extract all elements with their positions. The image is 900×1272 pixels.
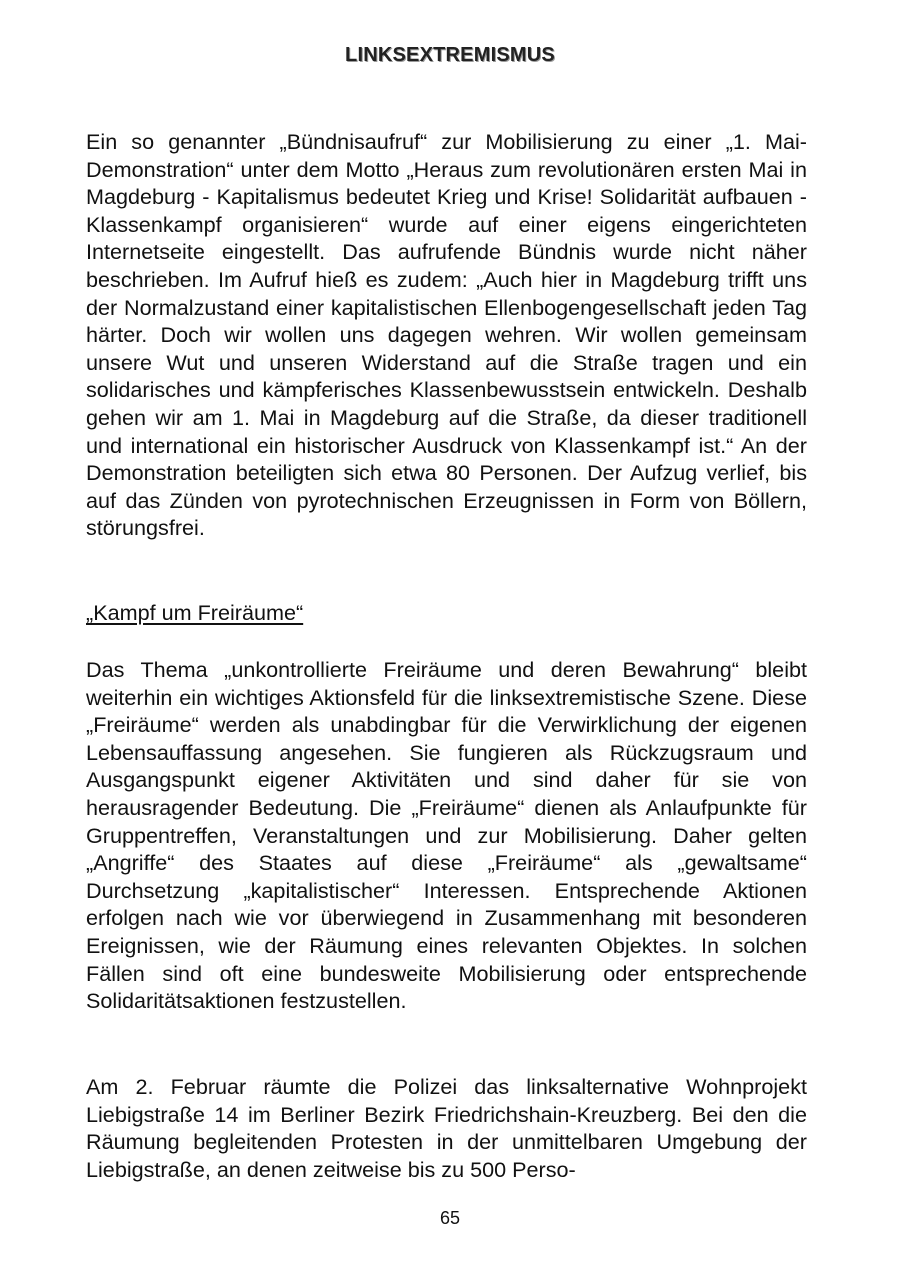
paragraph-1-container	[86, 128, 807, 542]
paragraph-3-container	[86, 1073, 807, 1183]
section-subheading: „Kampf um Freiräume“	[86, 600, 304, 625]
paragraph-1: Ein so genannter „Bündnisaufruf“ zur Mobilisierung zu einer „1. Mai-Demonstration“ unter dem Motto „Heraus zum revolutionären ersten Mai in Magdeburg - Kapitalismus bedeutet Krieg und Krise! Solidarität aufbauen - Klassenkampf organisieren“ wurde auf einer eigens eingerichteten Internetseite eingestellt. Das aufrufende Bündnis wurde nicht näher beschrieben. Im Aufruf hieß es zudem: „Auch hier in Magdeburg trifft uns der Normalzustand einer kapitalistischen Ellenbogengesellschaft jeden Tag härter. Doch wir wollen uns dagegen wehren. Wir wollen gemeinsam unsere Wut und unseren Widerstand auf die Straße tragen und ein solidarisches und kämpferisches Klassenbewusstsein entwickeln. Deshalb gehen wir am 1. Mai in Magdeburg auf die Straße, da dieser traditionell und international ein historischer Ausdruck von Klassenkampf ist.“ An der Demonstration beteiligten sich etwa 80 Personen. Der Aufzug verlief, bis auf das Zünden von pyrotechnischen Erzeugnissen in Form von Böllern, störungsfrei.	[86, 129, 807, 541]
page-number: 65	[439, 1208, 461, 1228]
paragraph-2: Das Thema „unkontrollierte Freiräume und deren Bewahrung“ bleibt weiterhin ein wichtiges Aktionsfeld für die linksextremistische Szene. Diese „Freiräume“ werden als unabdingbar für die Verwirklichung der eigenen Lebensauffassung angesehen. Sie fungieren als Rückzugsraum und Ausgangspunkt eigener Aktivitäten und sind daher für sie von herausragender Bedeutung. Die „Freiräume“ dienen als Anlaufpunkte für Gruppentreffen, Veranstaltungen und zur Mobilisierung. Daher gelten „Angriffe“ des Staates auf diese „Freiräume“ als „gewaltsame“ Durchsetzung „kapitalistischer“ Interessen. Entsprechende Aktionen erfolgen nach wie vor überwiegend in Zusammenhang mit besonderen Ereignissen, wie der Räumung eines relevanten Objektes. In solchen Fällen sind oft eine bundesweite Mobilisierung oder entsprechende Solidaritätsaktionen festzustellen.	[86, 657, 807, 1014]
paragraph-3: Am 2. Februar räumte die Polizei das linksalternative Wohnprojekt Liebigstraße 14 im Berliner Bezirk Friedrichshain-Kreuzberg. Bei den die Räumung begleitenden Protesten in der unmittelbaren Umgebung der Liebigstraße, an denen zeitweise bis zu 500 Perso-	[86, 1074, 807, 1182]
running-header-title: LINKSEXTREMISMUS	[345, 44, 555, 66]
paragraph-2-container	[86, 656, 807, 1015]
